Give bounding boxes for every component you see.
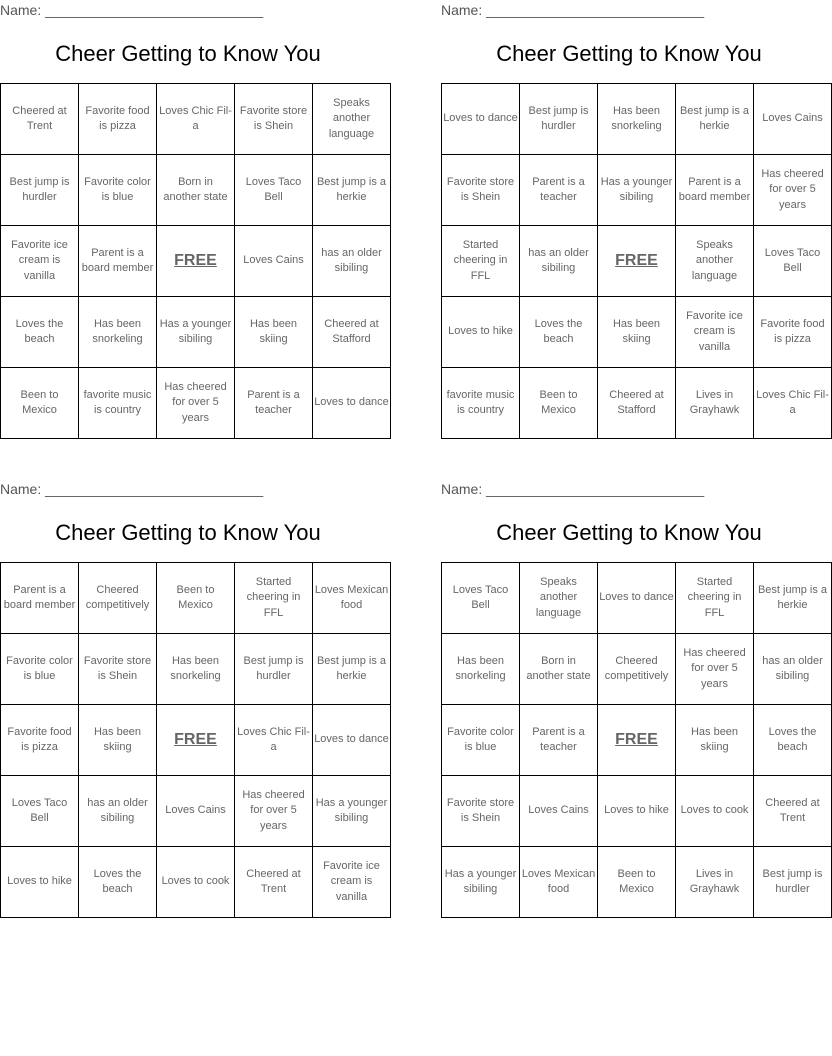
free-cell: FREE xyxy=(157,705,235,776)
grid-row xyxy=(1,847,391,918)
bingo-cell: Loves Cains xyxy=(520,776,598,847)
grid-row xyxy=(1,155,391,226)
bingo-cell: Loves to hike xyxy=(598,776,676,847)
bingo-cell: Cheered at Trent xyxy=(235,847,313,918)
bingo-cell: Has been skiing xyxy=(676,705,754,776)
bingo-cell: Has been skiing xyxy=(598,297,676,368)
grid-row xyxy=(442,226,832,297)
bingo-cell: Loves the beach xyxy=(1,297,79,368)
bingo-cell: Loves Mexican food xyxy=(520,847,598,918)
bingo-cell: Favorite store is Shein xyxy=(235,84,313,155)
bingo-cell: Has cheered for over 5 years xyxy=(235,776,313,847)
bingo-cell: Has been skiing xyxy=(235,297,313,368)
grid-row xyxy=(442,563,832,634)
grid-row xyxy=(442,155,832,226)
bingo-cell: Born in another state xyxy=(157,155,235,226)
card-title: Cheer Getting to Know You xyxy=(55,41,321,66)
bingo-cell: Has a younger sibiling xyxy=(598,155,676,226)
bingo-cell: Been to Mexico xyxy=(520,368,598,439)
bingo-cell: Been to Mexico xyxy=(598,847,676,918)
bingo-cell: Loves to cook xyxy=(157,847,235,918)
bingo-cell: Speaks another language xyxy=(520,563,598,634)
bingo-cell: Loves Taco Bell xyxy=(754,226,832,297)
bingo-cell: Has a younger sibiling xyxy=(442,847,520,918)
grid-row xyxy=(1,634,391,705)
card-title: Cheer Getting to Know You xyxy=(496,41,762,66)
bingo-cell: Best jump is a herkie xyxy=(676,84,754,155)
name-line: Name: ____________________________ xyxy=(0,2,264,18)
bingo-cell: Parent is a board member xyxy=(676,155,754,226)
bingo-cell: Favorite food is pizza xyxy=(79,84,157,155)
bingo-cell: Started cheering in FFL xyxy=(442,226,520,297)
bingo-cell: Loves to dance xyxy=(313,705,391,776)
bingo-cell: Has a younger sibiling xyxy=(313,776,391,847)
bingo-cell: favorite music is country xyxy=(442,368,520,439)
bingo-cell: Speaks another language xyxy=(313,84,391,155)
bingo-cell: Cheered at Trent xyxy=(754,776,832,847)
bingo-cell: Loves Cains xyxy=(157,776,235,847)
bingo-cell: Loves the beach xyxy=(520,297,598,368)
grid-row xyxy=(1,368,391,439)
bingo-cell: Born in another state xyxy=(520,634,598,705)
bingo-cell: Has been snorkeling xyxy=(157,634,235,705)
grid-row xyxy=(442,705,832,776)
bingo-cell: Best jump is hurdler xyxy=(1,155,79,226)
bingo-cell: Best jump is a herkie xyxy=(754,563,832,634)
bingo-cell: Parent is a teacher xyxy=(520,705,598,776)
bingo-cell: Favorite store is Shein xyxy=(442,776,520,847)
name-line: Name: ____________________________ xyxy=(441,2,705,18)
bingo-grid xyxy=(441,562,832,918)
bingo-cell: Loves to hike xyxy=(442,297,520,368)
bingo-cell: Loves Chic Fil-a xyxy=(235,705,313,776)
bingo-cell: Favorite color is blue xyxy=(442,705,520,776)
bingo-cell: Favorite food is pizza xyxy=(754,297,832,368)
bingo-cell: Loves Taco Bell xyxy=(1,776,79,847)
bingo-cell: Loves Mexican food xyxy=(313,563,391,634)
bingo-cell: Loves to cook xyxy=(676,776,754,847)
bingo-cell: Favorite color is blue xyxy=(1,634,79,705)
bingo-cell: Parent is a board member xyxy=(79,226,157,297)
bingo-cell: Has cheered for over 5 years xyxy=(754,155,832,226)
bingo-cell: Has been snorkeling xyxy=(598,84,676,155)
bingo-grid xyxy=(0,562,391,918)
bingo-cell: Has been skiing xyxy=(79,705,157,776)
grid-row xyxy=(1,297,391,368)
bingo-cell: Parent is a teacher xyxy=(235,368,313,439)
bingo-cell: Loves to dance xyxy=(442,84,520,155)
bingo-cell: Speaks another language xyxy=(676,226,754,297)
bingo-cell: has an older sibiling xyxy=(313,226,391,297)
grid-row xyxy=(1,84,391,155)
bingo-cell: Has been snorkeling xyxy=(442,634,520,705)
grid-row xyxy=(442,297,832,368)
bingo-cell: Loves Chic Fil-a xyxy=(754,368,832,439)
bingo-cell: Best jump is hurdler xyxy=(754,847,832,918)
grid-row xyxy=(442,847,832,918)
bingo-cell: Has a younger sibiling xyxy=(157,297,235,368)
bingo-cell: Cheered at Trent xyxy=(1,84,79,155)
bingo-cell: Loves Cains xyxy=(235,226,313,297)
bingo-cell: Cheered competitively xyxy=(598,634,676,705)
grid-row xyxy=(1,776,391,847)
grid-row xyxy=(1,705,391,776)
bingo-cell: Cheered at Stafford xyxy=(313,297,391,368)
bingo-cell: Lives in Grayhawk xyxy=(676,368,754,439)
bingo-cell: Has cheered for over 5 years xyxy=(676,634,754,705)
bingo-cell: Loves Taco Bell xyxy=(235,155,313,226)
bingo-cell: Loves Chic Fil-a xyxy=(157,84,235,155)
bingo-cell: Been to Mexico xyxy=(1,368,79,439)
bingo-cell: Parent is a board member xyxy=(1,563,79,634)
bingo-cell: Started cheering in FFL xyxy=(235,563,313,634)
card-title: Cheer Getting to Know You xyxy=(55,520,321,545)
bingo-cell: Favorite color is blue xyxy=(79,155,157,226)
grid-row xyxy=(1,563,391,634)
bingo-cell: Has cheered for over 5 years xyxy=(157,368,235,439)
name-line: Name: ____________________________ xyxy=(441,481,705,497)
bingo-cell: Best jump is a herkie xyxy=(313,634,391,705)
bingo-cell: Favorite ice cream is vanilla xyxy=(676,297,754,368)
bingo-cell: Best jump is a herkie xyxy=(313,155,391,226)
free-cell: FREE xyxy=(598,705,676,776)
name-line: Name: ____________________________ xyxy=(0,481,264,497)
bingo-cell: Loves Taco Bell xyxy=(442,563,520,634)
bingo-cell: Favorite ice cream is vanilla xyxy=(313,847,391,918)
bingo-cell: Has been snorkeling xyxy=(79,297,157,368)
bingo-cell: Best jump is hurdler xyxy=(235,634,313,705)
bingo-cell: Started cheering in FFL xyxy=(676,563,754,634)
free-cell: FREE xyxy=(157,226,235,297)
free-cell: FREE xyxy=(598,226,676,297)
bingo-cell: Favorite store is Shein xyxy=(442,155,520,226)
bingo-cell: has an older sibiling xyxy=(754,634,832,705)
bingo-cell: Favorite food is pizza xyxy=(1,705,79,776)
bingo-cell: Loves the beach xyxy=(79,847,157,918)
bingo-cell: Loves to hike xyxy=(1,847,79,918)
bingo-grid xyxy=(0,83,391,439)
bingo-cell: Loves to dance xyxy=(598,563,676,634)
bingo-cell: Loves Cains xyxy=(754,84,832,155)
grid-row xyxy=(442,84,832,155)
bingo-cell: Loves the beach xyxy=(754,705,832,776)
bingo-cell: Favorite ice cream is vanilla xyxy=(1,226,79,297)
grid-row xyxy=(1,226,391,297)
bingo-cell: Favorite store is Shein xyxy=(79,634,157,705)
bingo-cell: Been to Mexico xyxy=(157,563,235,634)
bingo-cell: has an older sibiling xyxy=(520,226,598,297)
grid-row xyxy=(442,776,832,847)
grid-row xyxy=(442,634,832,705)
bingo-cell: Cheered at Stafford xyxy=(598,368,676,439)
bingo-cell: Lives in Grayhawk xyxy=(676,847,754,918)
card-title: Cheer Getting to Know You xyxy=(496,520,762,545)
bingo-cell: Parent is a teacher xyxy=(520,155,598,226)
bingo-grid xyxy=(441,83,832,439)
bingo-cell: Best jump is hurdler xyxy=(520,84,598,155)
bingo-cell: Cheered competitively xyxy=(79,563,157,634)
bingo-cell: Loves to dance xyxy=(313,368,391,439)
grid-row xyxy=(442,368,832,439)
bingo-cell: has an older sibiling xyxy=(79,776,157,847)
bingo-cell: favorite music is country xyxy=(79,368,157,439)
